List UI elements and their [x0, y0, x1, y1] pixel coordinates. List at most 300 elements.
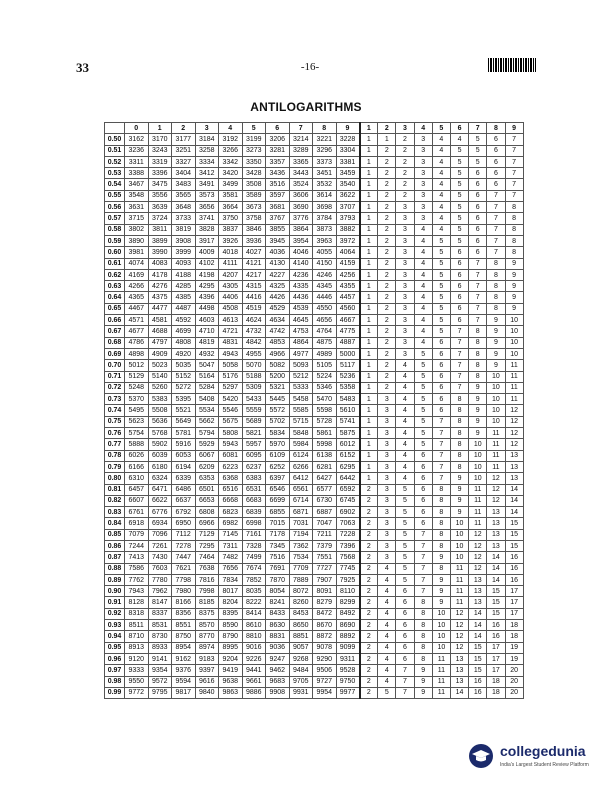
mean-difference-cell: 10 — [432, 620, 450, 631]
table-cell: 9528 — [336, 665, 360, 676]
row-key: 0.53 — [105, 168, 125, 179]
mean-difference-cell: 8 — [414, 631, 432, 642]
mean-difference-cell: 8 — [450, 405, 468, 416]
table-cell: 6998 — [242, 518, 266, 529]
mean-difference-cell: 7 — [469, 269, 487, 280]
row-key: 0.92 — [105, 608, 125, 619]
mean-difference-cell: 7 — [450, 337, 468, 348]
table-cell: 3776 — [289, 213, 313, 224]
mean-difference-cell: 4 — [414, 315, 432, 326]
table-cell: 4550 — [313, 303, 337, 314]
table-cell: 4592 — [172, 315, 196, 326]
mean-difference-cell: 10 — [450, 529, 468, 540]
mean-difference-cell: 9 — [487, 326, 505, 337]
table-cell: 6124 — [289, 450, 313, 461]
column-header: 4 — [414, 123, 432, 134]
table-cell: 7031 — [289, 518, 313, 529]
mean-difference-cell: 3 — [396, 337, 414, 348]
table-cell: 5984 — [289, 439, 313, 450]
table-cell: 9954 — [313, 687, 337, 698]
mean-difference-cell: 6 — [450, 292, 468, 303]
row-key: 0.55 — [105, 190, 125, 201]
mean-difference-cell: 8 — [414, 608, 432, 619]
mean-difference-cell: 6 — [450, 258, 468, 269]
mean-difference-cell: 2 — [360, 676, 378, 687]
table-cell: 3793 — [336, 213, 360, 224]
mean-difference-cell: 1 — [360, 473, 378, 484]
table-cell: 4217 — [242, 269, 266, 280]
mean-difference-cell: 5 — [414, 428, 432, 439]
table-cell: 5383 — [148, 394, 172, 405]
table-cell: 7482 — [219, 552, 243, 563]
table-cell: 9795 — [148, 687, 172, 698]
table-cell: 4909 — [148, 348, 172, 359]
table-cell: 7551 — [313, 552, 337, 563]
table-cell: 6745 — [336, 495, 360, 506]
mean-difference-cell: 13 — [450, 676, 468, 687]
mean-difference-cell: 11 — [469, 507, 487, 518]
mean-difference-cell: 2 — [396, 145, 414, 156]
table-row — [105, 213, 524, 224]
mean-difference-cell: 1 — [360, 439, 378, 450]
table-cell: 5821 — [242, 428, 266, 439]
mean-difference-cell: 2 — [378, 303, 396, 314]
column-header: 2 — [172, 123, 196, 134]
mean-difference-cell: 9 — [469, 428, 487, 439]
row-key: 0.85 — [105, 529, 125, 540]
mean-difference-cell: 7 — [414, 552, 432, 563]
table-cell: 4613 — [219, 315, 243, 326]
mean-difference-cell: 13 — [487, 507, 505, 518]
table-cell: 8570 — [195, 620, 219, 631]
mean-difference-cell: 6 — [487, 179, 505, 190]
table-cell: 7621 — [172, 563, 196, 574]
table-cell: 9616 — [195, 676, 219, 687]
table-cell: 4764 — [313, 326, 337, 337]
mean-difference-cell: 9 — [469, 382, 487, 393]
table-cell: 4246 — [313, 269, 337, 280]
table-cell: 4571 — [125, 315, 149, 326]
table-cell: 6383 — [242, 473, 266, 484]
mean-difference-cell: 5 — [396, 484, 414, 495]
table-cell: 4753 — [289, 326, 313, 337]
mean-difference-cell: 4 — [378, 665, 396, 676]
mean-difference-cell: 13 — [450, 653, 468, 664]
mean-difference-cell: 7 — [487, 235, 505, 246]
table-cell: 5768 — [148, 428, 172, 439]
column-header: 4 — [219, 123, 243, 134]
table-cell: 4989 — [313, 348, 337, 359]
mean-difference-cell: 2 — [360, 642, 378, 653]
table-cell: 7745 — [336, 563, 360, 574]
mean-difference-cell: 5 — [414, 382, 432, 393]
mean-difference-cell: 4 — [432, 179, 450, 190]
mean-difference-cell: 8 — [432, 507, 450, 518]
table-cell: 6353 — [195, 473, 219, 484]
mean-difference-cell: 8 — [505, 202, 523, 213]
mean-difference-cell: 5 — [396, 507, 414, 518]
table-cell: 8551 — [172, 620, 196, 631]
mean-difference-cell: 4 — [414, 224, 432, 235]
table-cell: 4864 — [289, 337, 313, 348]
mean-difference-cell: 1 — [360, 303, 378, 314]
table-cell: 4046 — [289, 247, 313, 258]
table-cell: 5741 — [336, 416, 360, 427]
mean-difference-cell: 13 — [505, 450, 523, 461]
row-key: 0.72 — [105, 382, 125, 393]
row-key: 0.82 — [105, 495, 125, 506]
mean-difference-cell: 12 — [487, 473, 505, 484]
table-cell: 6194 — [172, 461, 196, 472]
column-header: 7 — [469, 123, 487, 134]
table-cell: 4887 — [336, 337, 360, 348]
mean-difference-cell: 2 — [360, 518, 378, 529]
mean-difference-cell: 5 — [450, 190, 468, 201]
table-cell: 6209 — [195, 461, 219, 472]
table-cell: 3828 — [195, 224, 219, 235]
mean-difference-cell: 5 — [414, 360, 432, 371]
table-row — [105, 687, 524, 698]
mean-difference-cell: 3 — [414, 213, 432, 224]
mean-difference-cell: 10 — [487, 382, 505, 393]
table-cell: 5483 — [336, 394, 360, 405]
mean-difference-cell: 9 — [505, 269, 523, 280]
mean-difference-cell: 1 — [360, 337, 378, 348]
mean-difference-cell: 5 — [432, 258, 450, 269]
table-cell: 5495 — [125, 405, 149, 416]
table-row — [105, 292, 524, 303]
table-cell: 5662 — [195, 416, 219, 427]
mean-difference-cell: 4 — [378, 574, 396, 585]
table-cell: 3981 — [125, 247, 149, 258]
mean-difference-cell: 11 — [469, 495, 487, 506]
table-cell: 8531 — [148, 620, 172, 631]
table-cell: 4797 — [148, 337, 172, 348]
mean-difference-cell: 15 — [505, 529, 523, 540]
table-cell: 8954 — [172, 642, 196, 653]
table-cell: 3864 — [289, 224, 313, 235]
mean-difference-cell: 3 — [396, 224, 414, 235]
mean-difference-cell: 1 — [360, 179, 378, 190]
table-cell: 3908 — [172, 235, 196, 246]
table-row — [105, 145, 524, 156]
mean-difference-cell: 3 — [378, 461, 396, 472]
table-cell: 3475 — [148, 179, 172, 190]
row-key: 0.86 — [105, 540, 125, 551]
table-cell: 4508 — [219, 303, 243, 314]
table-row — [105, 608, 524, 619]
mean-difference-cell: 9 — [432, 597, 450, 608]
mean-difference-cell: 6 — [432, 360, 450, 371]
table-cell: 8035 — [242, 586, 266, 597]
row-key: 0.70 — [105, 360, 125, 371]
mean-difference-cell: 1 — [360, 156, 378, 167]
mean-difference-cell: 12 — [469, 529, 487, 540]
table-cell: 4786 — [125, 337, 149, 348]
table-cell: 3784 — [313, 213, 337, 224]
table-cell: 6180 — [148, 461, 172, 472]
table-row — [105, 552, 524, 563]
table-cell: 4416 — [242, 292, 266, 303]
table-cell: 9572 — [148, 676, 172, 687]
table-row — [105, 258, 524, 269]
mean-difference-cell: 5 — [414, 394, 432, 405]
table-cell: 4688 — [148, 326, 172, 337]
mean-difference-cell: 18 — [487, 687, 505, 698]
table-cell: 7211 — [313, 529, 337, 540]
table-cell: 8204 — [219, 597, 243, 608]
mean-difference-cell: 10 — [487, 394, 505, 405]
mean-difference-cell: 4 — [432, 156, 450, 167]
table-cell: 6982 — [219, 518, 243, 529]
table-row — [105, 190, 524, 201]
table-cell: 8433 — [266, 608, 290, 619]
table-row — [105, 631, 524, 642]
table-cell: 5861 — [313, 428, 337, 439]
table-cell: 4285 — [172, 281, 196, 292]
mean-difference-cell: 8 — [505, 213, 523, 224]
table-cell: 5585 — [289, 405, 313, 416]
table-cell: 4198 — [195, 269, 219, 280]
table-cell: 3428 — [242, 168, 266, 179]
table-cell: 6561 — [289, 484, 313, 495]
table-cell: 3945 — [266, 235, 290, 246]
table-cell: 3589 — [242, 190, 266, 201]
mean-difference-cell: 6 — [487, 168, 505, 179]
table-cell: 4227 — [266, 269, 290, 280]
mean-difference-cell: 11 — [432, 653, 450, 664]
table-cell: 6039 — [148, 450, 172, 461]
row-key: 0.66 — [105, 315, 125, 326]
mean-difference-cell: 10 — [505, 337, 523, 348]
table-cell: 8128 — [125, 597, 149, 608]
table-cell: 3648 — [172, 202, 196, 213]
table-cell: 9863 — [219, 687, 243, 698]
mean-difference-cell: 16 — [469, 676, 487, 687]
mean-difference-cell: 7 — [432, 428, 450, 439]
table-cell: 3228 — [336, 134, 360, 145]
mean-difference-cell: 4 — [396, 394, 414, 405]
graduation-cap-icon — [468, 743, 494, 769]
mean-difference-cell: 3 — [378, 552, 396, 563]
mean-difference-cell: 10 — [505, 326, 523, 337]
table-cell: 4842 — [242, 337, 266, 348]
mean-difference-cell: 8 — [432, 529, 450, 540]
mean-difference-cell: 7 — [432, 416, 450, 427]
mean-difference-cell: 11 — [487, 428, 505, 439]
table-cell: 3715 — [125, 213, 149, 224]
table-cell: 5794 — [195, 428, 219, 439]
table-cell: 3342 — [219, 156, 243, 167]
mean-difference-cell: 20 — [505, 687, 523, 698]
table-cell: 7603 — [148, 563, 172, 574]
table-cell: 4732 — [242, 326, 266, 337]
table-cell: 5636 — [148, 416, 172, 427]
mean-difference-cell: 7 — [487, 247, 505, 258]
mean-difference-cell: 17 — [487, 653, 505, 664]
mean-difference-cell: 9 — [414, 665, 432, 676]
mean-difference-cell: 2 — [396, 134, 414, 145]
mean-difference-cell: 6 — [450, 247, 468, 258]
table-cell: 7499 — [242, 552, 266, 563]
table-cell: 5047 — [195, 360, 219, 371]
column-header: 3 — [195, 123, 219, 134]
table-cell: 9016 — [242, 642, 266, 653]
mean-difference-cell: 3 — [378, 416, 396, 427]
mean-difference-cell: 4 — [414, 281, 432, 292]
mean-difference-cell: 11 — [505, 394, 523, 405]
table-cell: 6486 — [172, 484, 196, 495]
mean-difference-cell: 4 — [414, 235, 432, 246]
mean-difference-cell: 11 — [505, 371, 523, 382]
mean-difference-cell: 17 — [487, 642, 505, 653]
mean-difference-cell: 1 — [360, 134, 378, 145]
mean-difference-cell: 2 — [360, 586, 378, 597]
mean-difference-cell: 7 — [450, 371, 468, 382]
mean-difference-cell: 12 — [450, 608, 468, 619]
mean-difference-cell: 7 — [450, 326, 468, 337]
table-cell: 3639 — [148, 202, 172, 213]
table-row — [105, 439, 524, 450]
table-cell: 5420 — [219, 394, 243, 405]
mean-difference-cell: 16 — [487, 620, 505, 631]
mean-difference-cell: 2 — [396, 179, 414, 190]
mean-difference-cell: 2 — [378, 258, 396, 269]
mean-difference-cell: 13 — [487, 529, 505, 540]
table-cell: 4102 — [195, 258, 219, 269]
mean-difference-cell: 4 — [414, 258, 432, 269]
table-row — [105, 360, 524, 371]
table-row — [105, 484, 524, 495]
table-cell: 6918 — [125, 518, 149, 529]
mean-difference-cell: 1 — [360, 382, 378, 393]
table-cell: 7278 — [172, 540, 196, 551]
table-cell: 3214 — [289, 134, 313, 145]
table-cell: 3690 — [289, 202, 313, 213]
mean-difference-cell: 16 — [487, 631, 505, 642]
table-cell: 5598 — [313, 405, 337, 416]
mean-difference-cell: 9 — [469, 416, 487, 427]
table-cell: 6887 — [313, 507, 337, 518]
mean-difference-cell: 5 — [469, 145, 487, 156]
table-cell: 5916 — [172, 439, 196, 450]
mean-difference-cell: 9 — [450, 484, 468, 495]
column-header: 7 — [289, 123, 313, 134]
mean-difference-cell: 10 — [450, 552, 468, 563]
mean-difference-cell: 5 — [450, 224, 468, 235]
table-cell: 5346 — [313, 382, 337, 393]
table-cell: 8091 — [313, 586, 337, 597]
table-row — [105, 382, 524, 393]
mean-difference-cell: 4 — [432, 202, 450, 213]
mean-difference-cell: 12 — [469, 563, 487, 574]
row-key: 0.95 — [105, 642, 125, 653]
row-key: 0.73 — [105, 394, 125, 405]
table-cell: 7047 — [313, 518, 337, 529]
table-cell: 8590 — [219, 620, 243, 631]
row-key: 0.64 — [105, 292, 125, 303]
table-cell: 9226 — [242, 653, 266, 664]
mean-difference-cell: 9 — [450, 473, 468, 484]
mean-difference-cell: 3 — [378, 495, 396, 506]
mean-difference-cell: 18 — [487, 676, 505, 687]
table-cell: 4955 — [242, 348, 266, 359]
mean-difference-cell: 15 — [487, 597, 505, 608]
table-cell: 7674 — [242, 563, 266, 574]
table-cell: 7586 — [125, 563, 149, 574]
table-row — [105, 518, 524, 529]
mean-difference-cell: 4 — [432, 134, 450, 145]
mean-difference-cell: 12 — [487, 495, 505, 506]
table-cell: 5358 — [336, 382, 360, 393]
mean-difference-cell: 5 — [396, 495, 414, 506]
mean-difference-cell: 6 — [414, 495, 432, 506]
table-cell: 5248 — [125, 382, 149, 393]
row-key: 0.83 — [105, 507, 125, 518]
table-cell: 5649 — [172, 416, 196, 427]
table-cell: 3296 — [313, 145, 337, 156]
table-row — [105, 134, 524, 145]
table-cell: 8166 — [172, 597, 196, 608]
table-cell: 4406 — [219, 292, 243, 303]
table-cell: 4150 — [313, 258, 337, 269]
mean-difference-cell: 9 — [414, 687, 432, 698]
mean-difference-cell: 7 — [505, 134, 523, 145]
table-cell: 6457 — [125, 484, 149, 495]
table-cell: 4436 — [289, 292, 313, 303]
table-cell: 6808 — [195, 507, 219, 518]
mean-difference-cell: 9 — [505, 303, 523, 314]
mean-difference-cell: 4 — [396, 382, 414, 393]
row-key: 0.76 — [105, 428, 125, 439]
mean-difference-cell: 7 — [414, 586, 432, 597]
mean-difference-cell: 3 — [378, 518, 396, 529]
table-cell: 3631 — [125, 202, 149, 213]
mean-difference-cell: 3 — [396, 326, 414, 337]
table-cell: 5781 — [172, 428, 196, 439]
table-cell: 5970 — [266, 439, 290, 450]
table-cell: 6792 — [172, 507, 196, 518]
row-key: 0.74 — [105, 405, 125, 416]
table-cell: 8492 — [336, 608, 360, 619]
table-cell: 6281 — [313, 461, 337, 472]
table-cell: 6095 — [242, 450, 266, 461]
mean-difference-cell: 6 — [487, 156, 505, 167]
table-cell: 9162 — [172, 653, 196, 664]
mean-difference-cell: 2 — [360, 631, 378, 642]
table-cell: 3524 — [289, 179, 313, 190]
table-cell: 3184 — [195, 134, 219, 145]
table-row — [105, 168, 524, 179]
table-cell: 9661 — [242, 676, 266, 687]
row-key: 0.81 — [105, 484, 125, 495]
mean-difference-cell: 7 — [505, 156, 523, 167]
table-cell: 9772 — [125, 687, 149, 698]
mean-difference-cell: 6 — [469, 224, 487, 235]
row-key: 0.84 — [105, 518, 125, 529]
mean-difference-cell: 10 — [450, 540, 468, 551]
table-cell: 3251 — [172, 145, 196, 156]
mean-difference-cell: 2 — [360, 574, 378, 585]
table-cell: 4742 — [266, 326, 290, 337]
row-key: 0.60 — [105, 247, 125, 258]
mean-difference-cell: 3 — [414, 179, 432, 190]
mean-difference-cell: 5 — [414, 405, 432, 416]
mean-difference-cell: 5 — [432, 303, 450, 314]
table-cell: 3508 — [242, 179, 266, 190]
table-cell: 9204 — [219, 653, 243, 664]
mean-difference-cell: 9 — [432, 586, 450, 597]
